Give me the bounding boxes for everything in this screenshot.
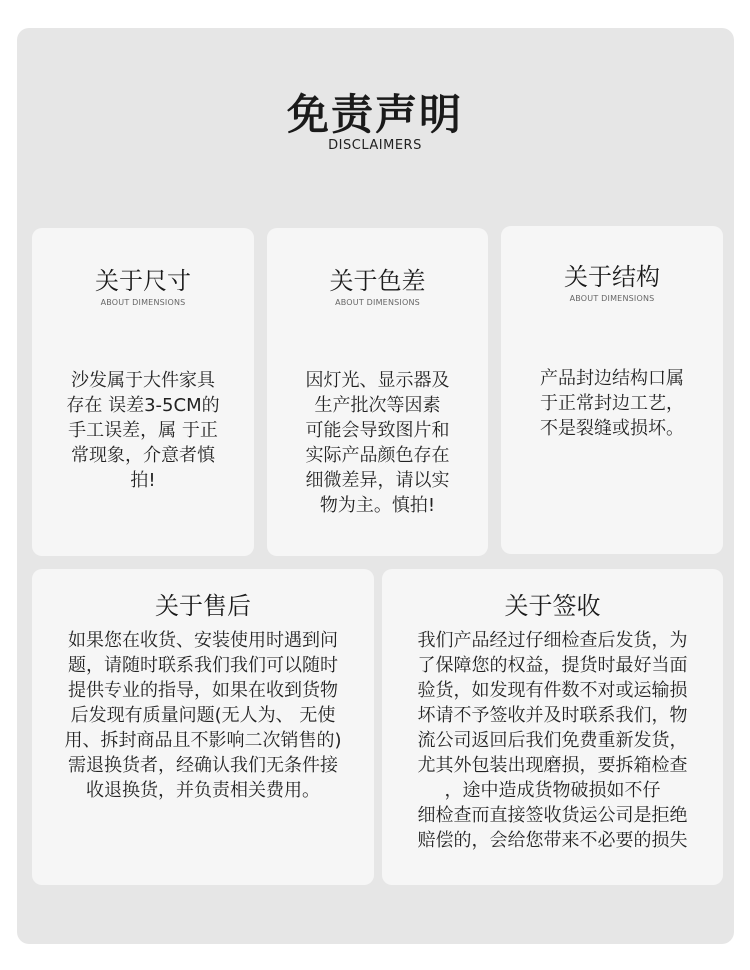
card-body-line: 沙发属于大件家具	[71, 370, 215, 391]
card-body-line: 于正常封边工艺，	[540, 393, 684, 414]
card-body-line: 流公司返回后我们免费重新发货，	[417, 730, 688, 751]
card-title: 关于签收	[504, 592, 601, 620]
page-subtitle: DISCLAIMERS	[328, 138, 422, 153]
card-body-line: 了保障您的权益，提货时最好当面	[417, 655, 688, 676]
card-body-line: 题，请随时联系我们我们可以随时	[68, 655, 338, 676]
card-delivery-signing	[382, 569, 723, 885]
card-dimensions	[32, 228, 254, 556]
card-body	[38, 368, 248, 493]
card-title: 关于结构	[564, 263, 660, 291]
card-body-line: 尤其外包装出现磨损，要拆箱检查	[417, 755, 688, 776]
card-body-line: 提供专业的指导，如果在收到货物	[68, 680, 338, 701]
card-body-line: 坏请不予签收并及时联系我们，物	[417, 705, 688, 726]
card-subtitle: ABOUT DIMENSIONS	[335, 298, 420, 307]
card-subtitle: ABOUT DIMENSIONS	[569, 294, 655, 303]
card-body-line: 赔偿的，会给您带来不必要的损失	[417, 830, 688, 851]
card-body-line: 如果您在收货、安装使用时遇到问	[68, 630, 338, 651]
card-body-line: 需退换货者，经确认我们无条件接	[68, 755, 338, 776]
card-body-line: 可能会导致图片和	[305, 420, 450, 441]
card-title: 关于色差	[329, 267, 426, 295]
card-body-line: 因灯光、显示器及	[305, 370, 450, 391]
card-body-line: 手工误差，属 于正	[68, 420, 218, 441]
card-subtitle: ABOUT DIMENSIONS	[100, 298, 186, 307]
card-body-line: 收退换货，并负责相关费用。	[86, 780, 320, 801]
card-structure	[501, 226, 723, 554]
card-body-line: 实际产品颜色存在	[305, 445, 450, 466]
card-body	[36, 628, 370, 803]
card-after-sales	[32, 569, 374, 885]
card-body-line: 验货，如发现有件数不对或运输损	[417, 680, 688, 701]
card-title: 关于售后	[155, 592, 251, 620]
card-body-line: 我们产品经过仔细检查后发货，为	[417, 630, 688, 651]
card-body-line: 存在 误差3-5CM的	[66, 395, 220, 416]
card-body	[273, 368, 482, 518]
card-body-line: 细检查而直接签收货运公司是拒绝	[417, 805, 688, 826]
card-body-line: 产品封边结构口属	[540, 368, 684, 389]
page-title: 免责声明	[286, 90, 463, 139]
card-body-line: 后发现有质量问题(无人为、 无使	[70, 705, 336, 726]
card-title: 关于尺寸	[95, 267, 191, 295]
card-body-line: 细微差异，请以实	[305, 470, 450, 491]
card-body	[507, 366, 717, 441]
card-body-line: 不是裂缝或损坏。	[540, 418, 684, 439]
card-body-line: 用、拆封商品且不影响二次销售的)	[64, 730, 342, 751]
card-color-difference	[267, 228, 488, 556]
card-body-line: 物为主。慎拍!	[319, 495, 436, 516]
card-body-line: ，途中造成货物破损如不仔	[444, 780, 661, 801]
card-body-line: 生产批次等因素	[314, 395, 441, 416]
card-body-line: 常现象，介意者慎	[71, 445, 215, 466]
card-body-line: 拍!	[130, 470, 156, 491]
card-body	[386, 628, 719, 853]
